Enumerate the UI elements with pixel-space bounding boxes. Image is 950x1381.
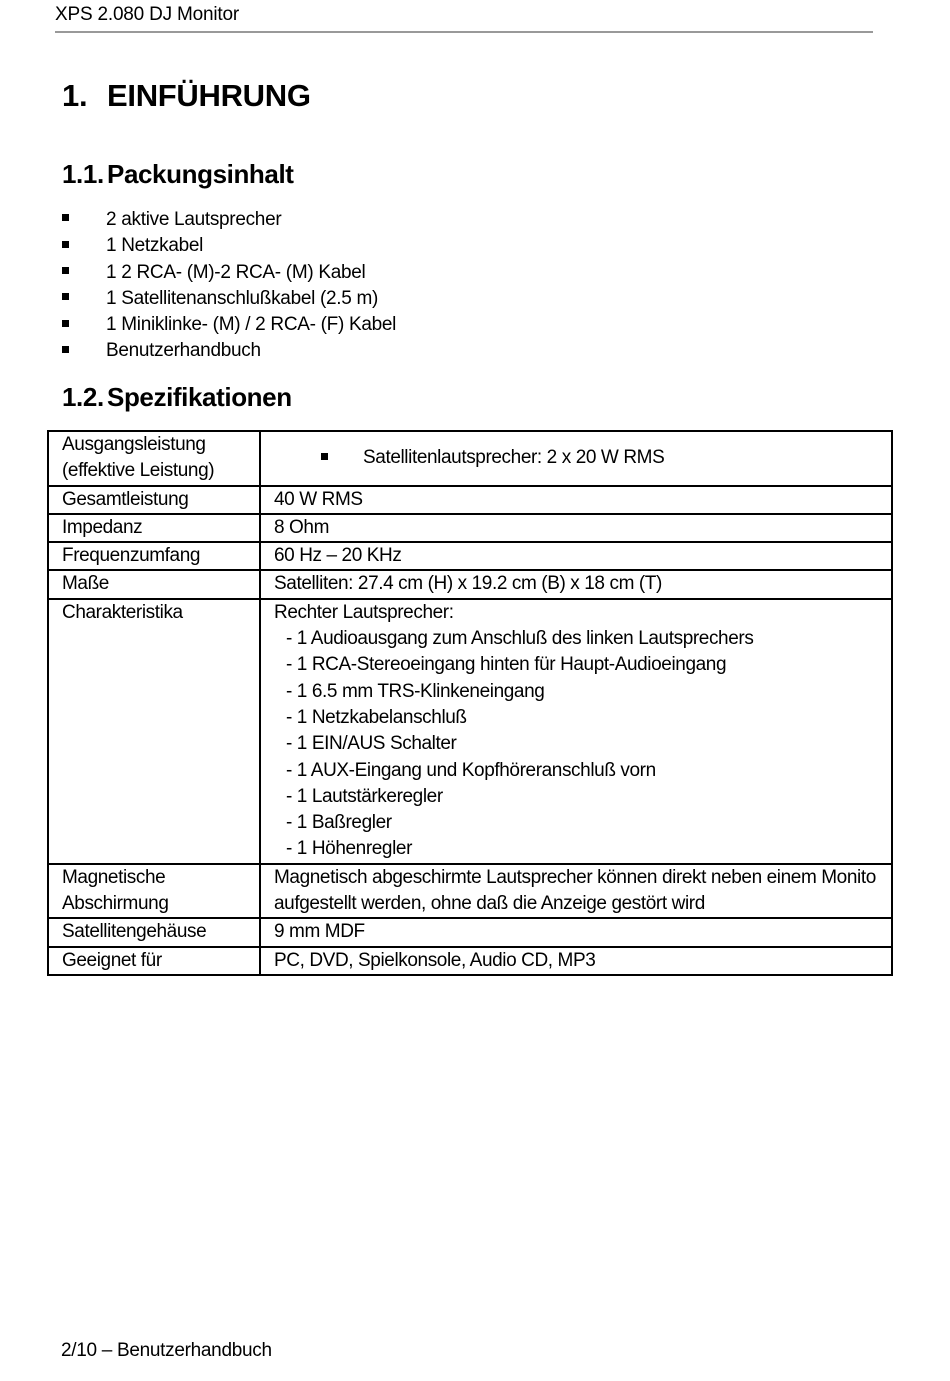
spec-key: Impedanz	[48, 514, 260, 542]
table-row	[48, 486, 892, 514]
page-footer	[61, 1340, 272, 1362]
square-bullet-icon	[62, 267, 69, 274]
spec-key: Charakteristika	[48, 599, 260, 864]
feature-item: - 1 RCA-Stereoeingang hinten für Haupt-Audioeingang	[286, 654, 727, 676]
section-number: 1.	[62, 78, 88, 113]
feature-heading: Rechter Lautsprecher:	[274, 601, 454, 623]
table-row	[48, 431, 892, 486]
spec-value: Satellitenlautsprecher: 2 x 20 W RMS	[260, 431, 892, 486]
section-heading-1	[62, 78, 311, 114]
spec-key: Frequenzumfang	[48, 542, 260, 570]
spec-key: Maße	[48, 570, 260, 598]
feature-item: - 1 Lautstärkeregler	[286, 785, 443, 807]
section-title: Packungsinhalt	[107, 159, 294, 189]
section-heading-1-2	[62, 382, 292, 413]
table-row	[48, 542, 892, 570]
list-item: 2 aktive Lautsprecher	[62, 207, 396, 233]
feature-item: - 1 6.5 mm TRS-Klinkeneingang	[286, 680, 545, 702]
square-bullet-icon	[62, 241, 69, 248]
running-header	[55, 4, 873, 33]
spec-value: 8 Ohm	[260, 514, 892, 542]
spec-key: Geeignet für	[48, 947, 260, 975]
spec-key: Gesamtleistung	[48, 486, 260, 514]
list-item: 1 2 RCA- (M)-2 RCA- (M) Kabel	[62, 260, 396, 286]
feature-item: - 1 Netzkabelanschluß	[286, 706, 467, 728]
table-row	[48, 864, 892, 919]
list-item: Benutzerhandbuch	[62, 338, 396, 364]
section-title: EINFÜHRUNG	[107, 78, 311, 113]
list-item: 1 Miniklinke- (M) / 2 RCA- (F) Kabel	[62, 312, 396, 338]
spec-value: PC, DVD, Spielkonsole, Audio CD, MP3	[260, 947, 892, 975]
feature-item: - 1 Audioausgang zum Anschluß des linken Lautsprechers	[286, 628, 754, 650]
feature-item: - 1 EIN/AUS Schalter	[286, 733, 457, 755]
table-row	[48, 947, 892, 975]
specifications-table	[47, 430, 893, 976]
square-bullet-icon	[321, 453, 328, 460]
section-number: 1.1.	[62, 159, 104, 189]
section-heading-1-1	[62, 159, 294, 190]
table-row	[48, 599, 892, 864]
header-title: XPS 2.080 DJ Monitor	[55, 4, 239, 25]
spec-value: 9 mm MDF	[260, 918, 892, 946]
square-bullet-icon	[62, 346, 69, 353]
footer-text: 2/10 – Benutzerhandbuch	[61, 1340, 272, 1361]
list-item: 1 Satellitenanschlußkabel (2.5 m)	[62, 286, 396, 312]
spec-key: Ausgangsleistung (effektive Leistung)	[48, 431, 260, 486]
square-bullet-icon	[62, 214, 69, 221]
feature-item: - 1 Höhenregler	[286, 838, 413, 860]
spec-value	[260, 599, 892, 864]
section-title: Spezifikationen	[107, 382, 292, 412]
square-bullet-icon	[62, 320, 69, 327]
package-contents-list	[62, 207, 396, 365]
table-row	[48, 918, 892, 946]
spec-value: Magnetisch abgeschirmte Lautsprecher können direkt neben einem Monito aufgestellt werden, ohne daß die Anzeige gestört wird	[260, 864, 892, 919]
table-row	[48, 514, 892, 542]
feature-item: - 1 Baßregler	[286, 812, 392, 834]
spec-key: Magnetische Abschirmung	[48, 864, 260, 919]
spec-key: Satellitengehäuse	[48, 918, 260, 946]
section-number: 1.2.	[62, 382, 104, 412]
spec-value: 40 W RMS	[260, 486, 892, 514]
table-row	[48, 570, 892, 598]
spec-value: Satelliten: 27.4 cm (H) x 19.2 cm (B) x 18 cm (T)	[260, 570, 892, 598]
feature-item: - 1 AUX-Eingang und Kopfhöreranschluß vorn	[286, 759, 656, 781]
spec-value: 60 Hz – 20 KHz	[260, 542, 892, 570]
square-bullet-icon	[62, 293, 69, 300]
list-item: 1 Netzkabel	[62, 233, 396, 259]
